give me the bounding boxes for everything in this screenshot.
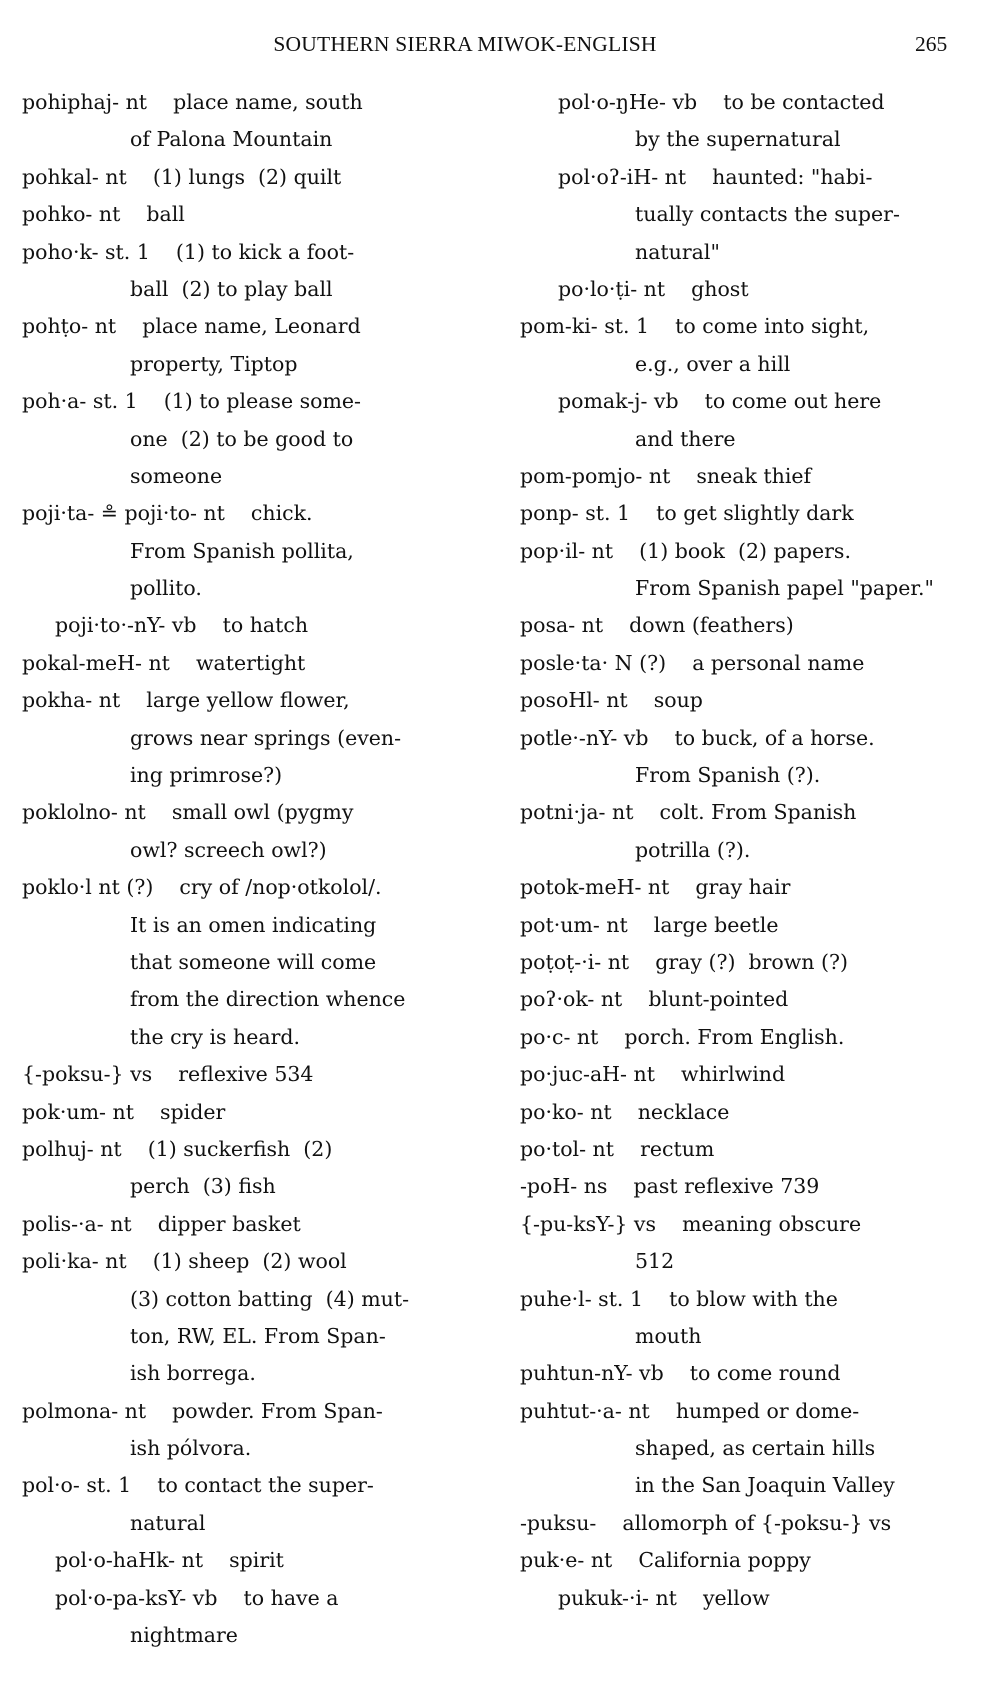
dictionary-line: posle·ta· N (?) a personal name (520, 650, 865, 675)
dictionary-line: po·juc-aH- nt whirlwind (520, 1062, 786, 1087)
dictionary-line: pohiphaj- nt place name, south (22, 90, 363, 114)
dictionary-line: {-poksu-} vs reflexive 534 (22, 1062, 314, 1087)
dictionary-line: puhtun-nY- vb to come round (520, 1361, 841, 1386)
dictionary-line: potle·-nY- vb to buck, of a horse. (520, 725, 875, 750)
dictionary-line: poh·a- st. 1 (1) to please some- (22, 389, 361, 414)
dictionary-line: pohko- nt ball (22, 202, 185, 227)
dictionary-line: property, Tiptop (130, 351, 298, 376)
dictionary-line: pohkal- nt (1) lungs (2) quilt (22, 164, 342, 189)
dictionary-line: pom-ki- st. 1 to come into sight, (520, 314, 870, 339)
dictionary-line: perch (3) fish (130, 1174, 276, 1199)
dictionary-line: ton, RW, EL. From Span- (130, 1323, 386, 1348)
dictionary-line: pollito. (130, 576, 202, 601)
dictionary-line: poji·to·-nY- vb to hatch (55, 613, 309, 638)
dictionary-line: poli·ka- nt (1) sheep (2) wool (22, 1249, 347, 1274)
dictionary-line: (3) cotton batting (4) mut- (130, 1286, 410, 1311)
dictionary-line: ing primrose?) (130, 763, 283, 788)
dictionary-line: po·c- nt porch. From English. (520, 1024, 845, 1049)
dictionary-line: puhe·l- st. 1 to blow with the (520, 1286, 838, 1311)
dictionary-line: the cry is heard. (130, 1024, 301, 1049)
dictionary-line: and there (635, 426, 736, 451)
dictionary-line: -puksu- allomorph of {-poksu-} vs (520, 1510, 892, 1535)
dictionary-line: ball (2) to play ball (130, 276, 333, 301)
dictionary-line: pol·o-haHk- nt spirit (55, 1548, 284, 1573)
dictionary-line: grows near springs (even- (130, 725, 402, 750)
dictionary-line: natural (130, 1510, 206, 1535)
dictionary-line: po·lo·ṭi- nt ghost (558, 276, 749, 301)
running-header: SOUTHERN SIERRA MIWOK-ENGLISH (273, 32, 657, 56)
dictionary-line: po·tol- nt rectum (520, 1136, 715, 1161)
dictionary-line: pukuk-·i- nt yellow (558, 1585, 770, 1610)
dictionary-line: poji·ta- ≗ poji·to- nt chick. (22, 501, 313, 526)
dictionary-line: one (2) to be good to (130, 426, 354, 451)
dictionary-line: tually contacts the super- (635, 202, 900, 227)
dictionary-line: From Spanish pollita, (130, 538, 354, 563)
dictionary-line: pol·o-pa-ksY- vb to have a (55, 1585, 339, 1610)
dictionary-line: pokal-meH- nt watertight (22, 650, 306, 675)
dictionary-line: potrilla (?). (635, 837, 751, 862)
dictionary-line: pol·o-ŋHe- vb to be contacted (558, 90, 885, 114)
dictionary-line: polhuj- nt (1) suckerfish (2) (22, 1136, 333, 1161)
dictionary-line: poʔ·ok- nt blunt-pointed (520, 987, 789, 1012)
dictionary-line: by the supernatural (635, 127, 841, 152)
dictionary-line: poklo·l nt (?) cry of /nop·otkolol/. (22, 875, 382, 900)
dictionary-line: pot·um- nt large beetle (520, 912, 779, 937)
dictionary-line: {-pu-ksY-} vs meaning obscure (520, 1211, 862, 1236)
dictionary-line: poṭoṭ-·i- nt gray (?) brown (?) (520, 949, 849, 974)
dictionary-line: From Spanish papel "paper." (635, 576, 934, 601)
dictionary-line: pok·um- nt spider (22, 1099, 226, 1124)
dictionary-line: poho·k- st. 1 (1) to kick a foot- (22, 239, 355, 264)
left-column (22, 84, 472, 1654)
dictionary-line: natural" (635, 239, 720, 264)
dictionary-line: -poH- ns past reflexive 739 (520, 1174, 820, 1199)
dictionary-line: potni·ja- nt colt. From Spanish (520, 800, 857, 825)
dictionary-line: 512 (635, 1249, 675, 1274)
dictionary-line: mouth (635, 1323, 702, 1348)
dictionary-line: puk·e- nt California poppy (520, 1548, 811, 1573)
dictionary-line: pol·oʔ-iH- nt haunted: "habi- (558, 164, 873, 189)
dictionary-line: in the San Joaquin Valley (635, 1473, 895, 1498)
right-column (520, 84, 1000, 1617)
dictionary-line: polis-·a- nt dipper basket (22, 1211, 301, 1236)
dictionary-line: pop·il- nt (1) book (2) papers. (520, 538, 851, 563)
dictionary-line: that someone will come (130, 949, 377, 974)
dictionary-line: e.g., over a hill (635, 351, 791, 376)
dictionary-line: potok-meH- nt gray hair (520, 875, 791, 900)
dictionary-line: polmona- nt powder. From Span- (22, 1398, 383, 1423)
dictionary-line: posa- nt down (feathers) (520, 613, 794, 638)
dictionary-line: poklolno- nt small owl (pygmy (22, 800, 354, 825)
dictionary-line: posoHl- nt soup (520, 688, 703, 713)
dictionary-line: nightmare (130, 1623, 238, 1648)
dictionary-line: po·ko- nt necklace (520, 1099, 730, 1124)
dictionary-line: shaped, as certain hills (635, 1436, 876, 1461)
dictionary-line: someone (130, 463, 223, 488)
dictionary-line: pomak-j- vb to come out here (558, 389, 882, 414)
dictionary-line: ish borrega. (130, 1361, 256, 1386)
dictionary-line: pol·o- st. 1 to contact the super- (22, 1473, 374, 1498)
dictionary-line: of Palona Mountain (130, 127, 333, 152)
dictionary-line: puhtut-·a- nt humped or dome- (520, 1398, 860, 1423)
dictionary-line: pokha- nt large yellow flower, (22, 688, 350, 713)
dictionary-line: From Spanish (?). (635, 763, 821, 788)
dictionary-line: pohṭo- nt place name, Leonard (22, 314, 361, 339)
dictionary-line: from the direction whence (130, 987, 406, 1012)
dictionary-line: ponp- st. 1 to get slightly dark (520, 501, 854, 526)
dictionary-line: pom-pomjo- nt sneak thief (520, 463, 812, 488)
dictionary-line: It is an omen indicating (130, 912, 377, 937)
dictionary-line: owl? screech owl?) (130, 837, 327, 862)
dictionary-line: ish pólvora. (130, 1436, 252, 1461)
page-number: 265 (915, 32, 948, 56)
